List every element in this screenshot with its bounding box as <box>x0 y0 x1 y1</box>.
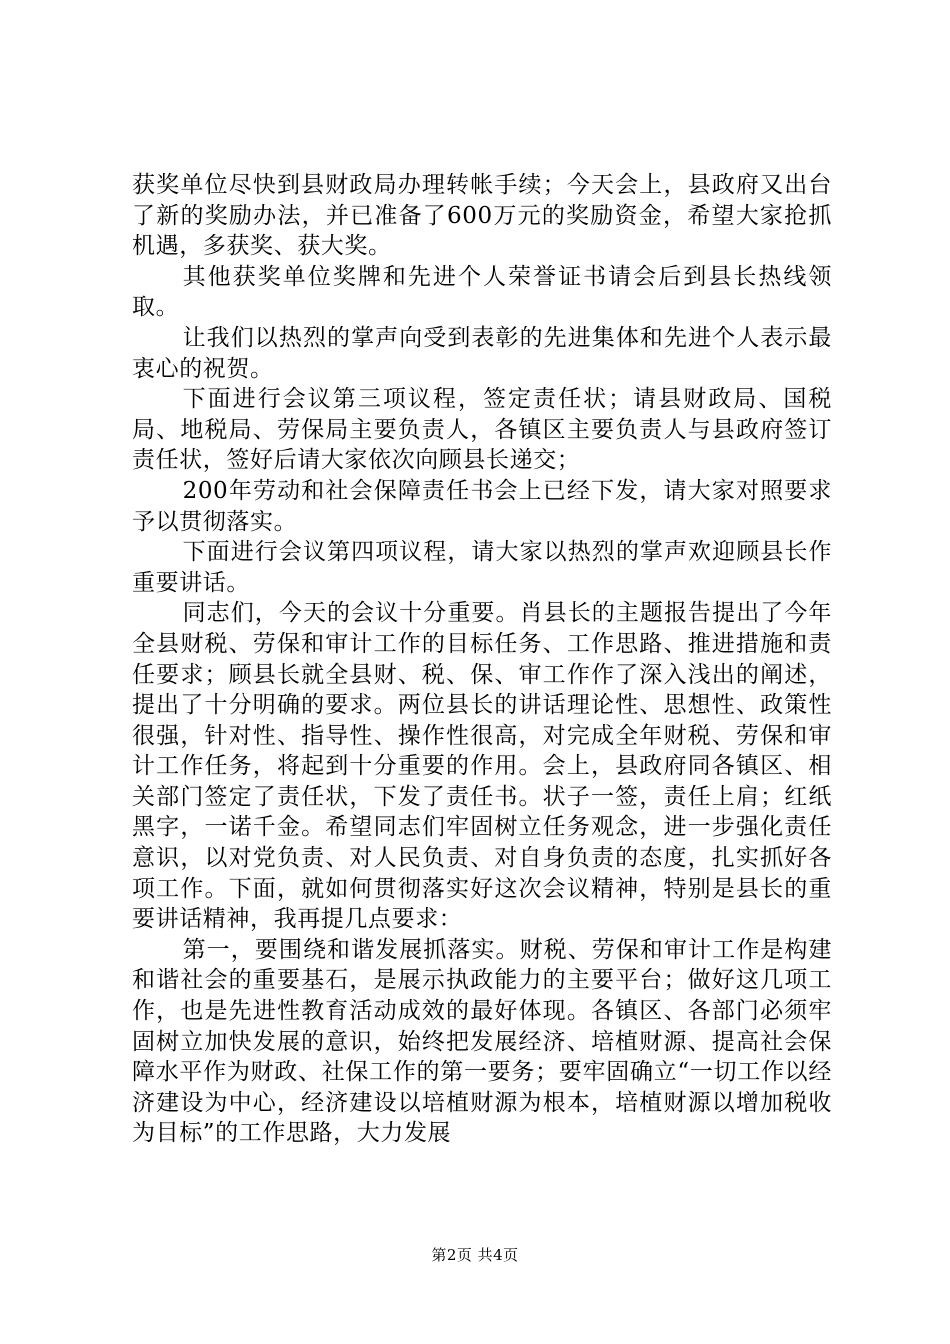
paragraph-1: 获奖单位尽快到县财政局办理转帐手续；今天会上，县政府又出台了新的奖励办法，并已准备了600万元的奖励资金，希望大家抢抓机遇，多获奖、获大奖。 <box>132 172 832 260</box>
paragraph-3: 让我们以热烈的掌声向受到表彰的先进集体和先进个人表示最衷心的祝贺。 <box>132 324 832 382</box>
paragraph-8: 第一，要围绕和谐发展抓落实。财税、劳保和审计工作是构建和谐社会的重要基石，是展示执政能力的主要平台；做好这几项工作，也是先进性教育活动成效的最好体现。各镇区、各部门必须牢固树立加快发展的意识，始终把发展经济、培植财源、提高社会保障水平作为财政、社保工作的第一要务；要牢固确立“一切工作以经济建设为中心，经济建设以培植财源为根本，培植财源以增加税收为目标”的工作思路，大力发展 <box>132 936 832 1147</box>
paragraph-6: 下面进行会议第四项议程，请大家以热烈的掌声欢迎顾县长作重要讲话。 <box>132 539 832 596</box>
paragraph-2: 其他获奖单位奖牌和先进个人荣誉证书请会后到县长热线领取。 <box>132 263 832 321</box>
document-body <box>132 170 832 1149</box>
paragraph-5: 200年劳动和社会保障责任书会上已经下发，请大家对照要求予以贯彻落实。 <box>132 477 832 535</box>
page-number-footer: 第2页 共4页 <box>431 1246 519 1264</box>
paragraph-4: 下面进行会议第三项议程，签定责任状；请县财政局、国税局、地税局、劳保局主要负责人，各镇区主要负责人与县政府签订责任状，签好后请大家依次向顾县长递交； <box>132 386 832 474</box>
paragraph-7: 同志们，今天的会议十分重要。肖县长的主题报告提出了今年全县财税、劳保和审计工作的目标任务、工作思路、推进措施和责任要求；顾县长就全县财、税、保、审工作作了深入浅出的阐述，提出了十分明确的要求。两位县长的讲话理论性、思想性、政策性很强，针对性、指导性、操作性很高，对完成全年财税、劳保和审计工作任务，将起到十分重要的作用。会上，县政府同各镇区、相关部门签定了责任状，下发了责任书。状子一签，责任上肩；红纸黑字，一诺千金。希望同志们牢固树立任务观念，进一步强化责任意识，以对党负责、对人民负责、对自身负责的态度，扎实抓好各项工作。下面，就如何贯彻落实好这次会议精神，特别是县长的重要讲话精神，我再提几点要求： <box>132 600 832 933</box>
